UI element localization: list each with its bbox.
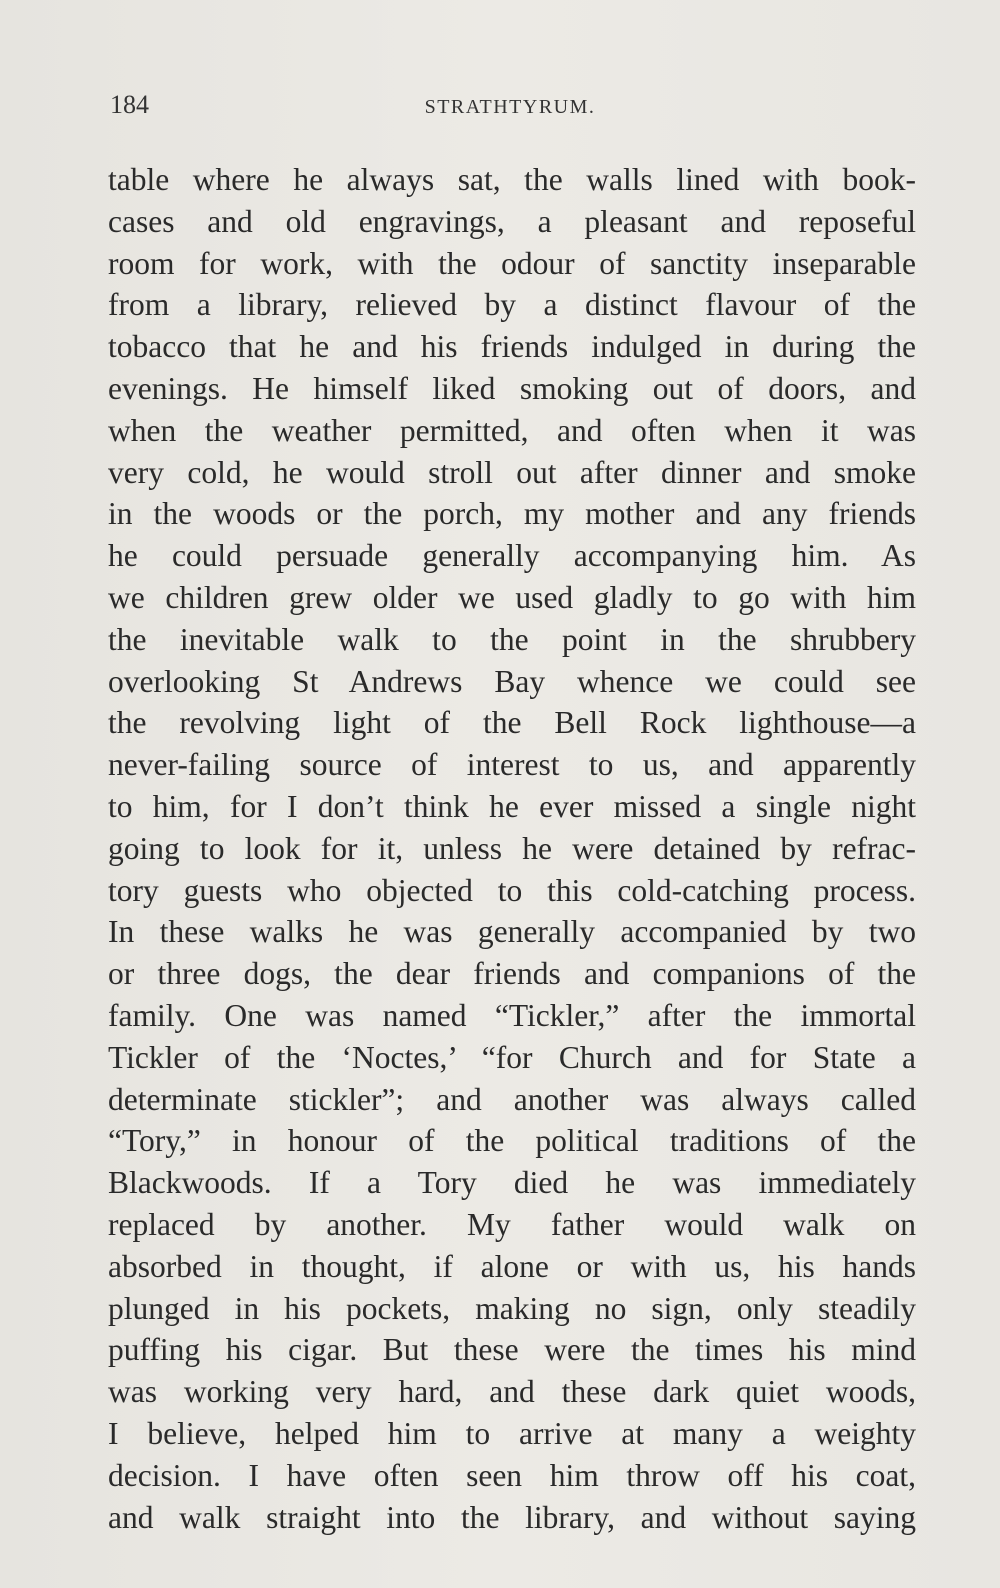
body-text xyxy=(108,159,916,1538)
text-line: when the weather permitted, and often when it was xyxy=(108,412,916,448)
text-line: room for work, with the odour of sanctity inseparable xyxy=(108,245,916,281)
text-line: replaced by another. My father would walk on xyxy=(108,1206,916,1242)
text-line: “Tory,” in honour of the political traditions of the xyxy=(108,1123,916,1159)
text-line: decision. I have often seen him throw off his coat, xyxy=(108,1457,916,1493)
text-line: and walk straight into the library, and without saying xyxy=(108,1499,916,1535)
text-line: overlooking St Andrews Bay whence we could see xyxy=(108,663,916,699)
text-line: tobacco that he and his friends indulged in during the xyxy=(108,329,916,365)
text-line: was working very hard, and these dark quiet woods, xyxy=(108,1374,916,1410)
text-line: very cold, he would stroll out after dinner and smoke xyxy=(108,454,916,490)
text-line: In these walks he was generally accompanied by two xyxy=(108,914,916,950)
text-line: Blackwoods. If a Tory died he was immediately xyxy=(108,1165,916,1201)
text-line: he could persuade generally accompanying him. As xyxy=(108,538,916,574)
text-line: I believe, helped him to arrive at many a weighty xyxy=(108,1415,916,1451)
text-line: to him, for I don’t think he ever missed a single night xyxy=(108,788,916,824)
text-line: from a library, relieved by a distinct flavour of the xyxy=(108,287,916,323)
text-line: we children grew older we used gladly to go with him xyxy=(108,579,916,615)
text-line: the revolving light of the Bell Rock lighthouse—a xyxy=(108,705,916,741)
text-line: going to look for it, unless he were detained by refrac- xyxy=(108,830,916,866)
page-number: 184 xyxy=(110,90,149,119)
text-line: never-failing source of interest to us, and apparently xyxy=(108,747,916,783)
text-line: in the woods or the porch, my mother and any friends xyxy=(108,496,916,532)
text-line: the inevitable walk to the point in the shrubbery xyxy=(108,621,916,657)
text-line: tory guests who objected to this cold-catching process. xyxy=(108,872,916,908)
text-line: or three dogs, the dear friends and companions of the xyxy=(108,956,916,992)
text-line: cases and old engravings, a pleasant and reposeful xyxy=(108,203,916,239)
text-line: Tickler of the ‘Noctes,’ “for Church and for State a xyxy=(108,1039,916,1075)
running-title: STRATHTYRUM. xyxy=(424,96,596,118)
text-line: family. One was named “Tickler,” after the immortal xyxy=(108,997,916,1033)
text-line: evenings. He himself liked smoking out of doors, and xyxy=(108,370,916,406)
text-line: table where he always sat, the walls lined with book- xyxy=(108,162,916,197)
text-line: determinate stickler”; and another was always called xyxy=(108,1081,916,1117)
text-line: puffing his cigar. But these were the times his mind xyxy=(108,1332,916,1368)
text-line: absorbed in thought, if alone or with us, his hands xyxy=(108,1248,916,1284)
text-line: plunged in his pockets, making no sign, only steadily xyxy=(108,1290,916,1326)
